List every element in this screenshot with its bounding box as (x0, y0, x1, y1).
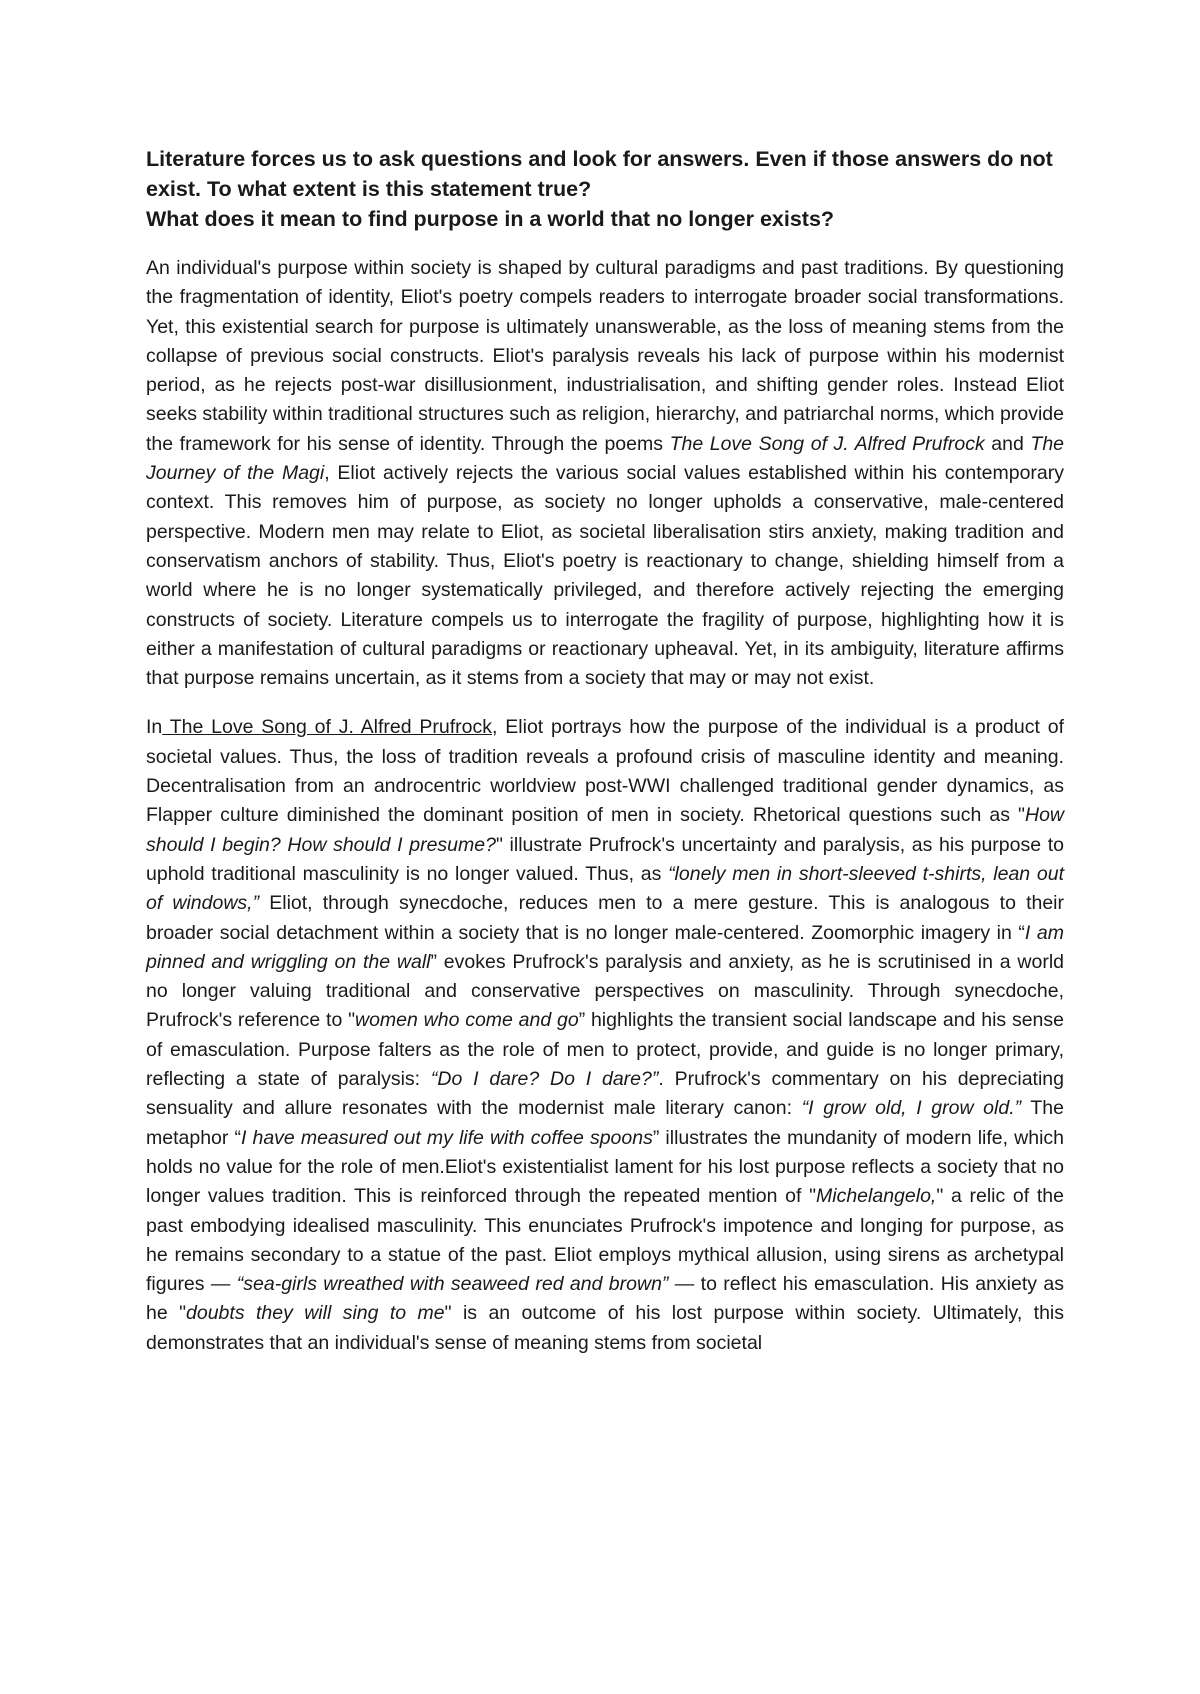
essay-question-heading (146, 144, 1064, 234)
quote-sea-girls: “sea-girls wreathed with seaweed red and brown” (236, 1273, 669, 1296)
body-text-3: " illustrate Prufrock's uncertainty and paralysis, as his purpose to uphold traditional masculinity is no longer valued. Thus, as (146, 833, 1064, 885)
intro-title-prufrock: The Love Song of J. Alfred Prufrock (669, 432, 985, 455)
body-paragraph-prufrock (146, 713, 1064, 1358)
body-text-4: Eliot, through synecdoche, reduces men to a mere gesture. This is analogous to their broader social detachment within a society that is no longer male-centered. Zoomorphic imagery in “ (146, 892, 1064, 944)
body-poem-title: The Love Song of J. Alfred Prufrock (162, 716, 493, 739)
quote-how-should-i-begin: How should I begin? How should I presume? (146, 804, 1064, 856)
essay-question-line-2: What does it mean to find purpose in a world that no longer exists? (146, 207, 835, 231)
quote-michelangelo: Michelangelo, (816, 1185, 937, 1208)
body-text-2: , Eliot portrays how the purpose of the individual is a product of societal values. Thus, the loss of tradition reveals a profound crisis of masculine identity and meaning. Decentralisation from an androcentric worldview post-WWI challenged traditional gender dynamics, as Flapper culture diminished the dominant position of men in society. Rhetorical questions such as " (146, 716, 1064, 827)
quote-i-grow-old: “I grow old, I grow old.” (801, 1097, 1022, 1120)
introduction-paragraph (146, 254, 1064, 693)
intro-text-3: , Eliot actively rejects the various social values established within his contemporary context. This removes him of purpose, as society no longer upholds a conservative, male-centered perspective. Modern men may relate to Eliot, as societal liberalisation stirs anxiety, making tradition and conservatism anchors of stability. Thus, Eliot's poetry is reactionary to change, shielding himself from a world where he is no longer systematically privileged, and therefore actively rejecting the emerging constructs of society. Literature compels us to interrogate the fragility of purpose, highlighting how it is either a manifestation of cultural paradigms or reactionary upheaval. Yet, in its ambiguity, literature affirms that purpose remains uncertain, as it stems from a society that may or may not exist. (146, 462, 1065, 690)
intro-text-2: and (984, 432, 1031, 455)
body-text-1: In (146, 716, 163, 739)
quote-pinned-and-wriggling: I am pinned and wriggling on the wall (146, 921, 1064, 973)
body-text-5: ” evokes Prufrock's paralysis and anxiety, as he is scrutinised in a world no longer valuing traditional and conservative perspectives on masculinity. Through synecdoche, Prufrock's reference to " (146, 950, 1065, 1032)
intro-text-1: An individual's purpose within society is shaped by cultural paradigms and past traditions. By questioning the fragmentation of identity, Eliot's poetry compels readers to interrogate broader social transformations. Yet, this existential search for purpose is ultimately unanswerable, as the loss of meaning stems from the collapse of previous social constructs. Eliot's paralysis reveals his lack of purpose within his modernist period, as he rejects post-war disillusionment, industrialisation, and shifting gender roles. Instead Eliot seeks stability within traditional structures such as religion, hierarchy, and patriarchal norms, which provide the framework for his sense of identity. Through the poems (146, 257, 1064, 455)
body-text-7: . Prufrock's commentary on his depreciating sensuality and allure resonates with the modernist male literary canon: (146, 1068, 1064, 1120)
body-text-11: — to reflect his emasculation. His anxiety as he " (146, 1273, 1064, 1325)
body-text-10: " a relic of the past embodying idealised masculinity. This enunciates Prufrock's impotence and longing for purpose, as he remains secondary to a statue of the past. Eliot employs mythical allusion, using sirens as archetypal figures — (146, 1185, 1064, 1296)
body-text-8: The metaphor “ (146, 1097, 1064, 1149)
quote-doubts-they-will-sing: doubts they will sing to me (186, 1302, 445, 1325)
body-text-9: ” illustrates the mundanity of modern life, which holds no value for the role of men.Eliot's existentialist lament for his lost purpose reflects a society that no longer values tradition. This is reinforced through the repeated mention of " (146, 1126, 1065, 1208)
quote-lonely-men: “lonely men in short-sleeved t-shirts, lean out of windows,” (146, 862, 1064, 915)
quote-women-who-come-and-go: women who come and go (355, 1009, 579, 1032)
body-text-12: " is an outcome of his lost purpose within society. Ultimately, this demonstrates that an individual's sense of meaning stems from societal (146, 1302, 1064, 1354)
quote-coffee-spoons: I have measured out my life with coffee spoons (240, 1126, 653, 1149)
essay-question-line-1: Literature forces us to ask questions and look for answers. Even if those answers do not exist. To what extent is this statement true? (146, 147, 1053, 201)
intro-title-magi: The Journey of the Magi (146, 432, 1065, 485)
quote-do-i-dare: “Do I dare? Do I dare?” (430, 1068, 659, 1091)
body-text-6: ” highlights the transient social landscape and his sense of emasculation. Purpose falters as the role of men to protect, provide, and guide is no longer primary, reflecting a state of paralysis: (146, 1009, 1064, 1091)
